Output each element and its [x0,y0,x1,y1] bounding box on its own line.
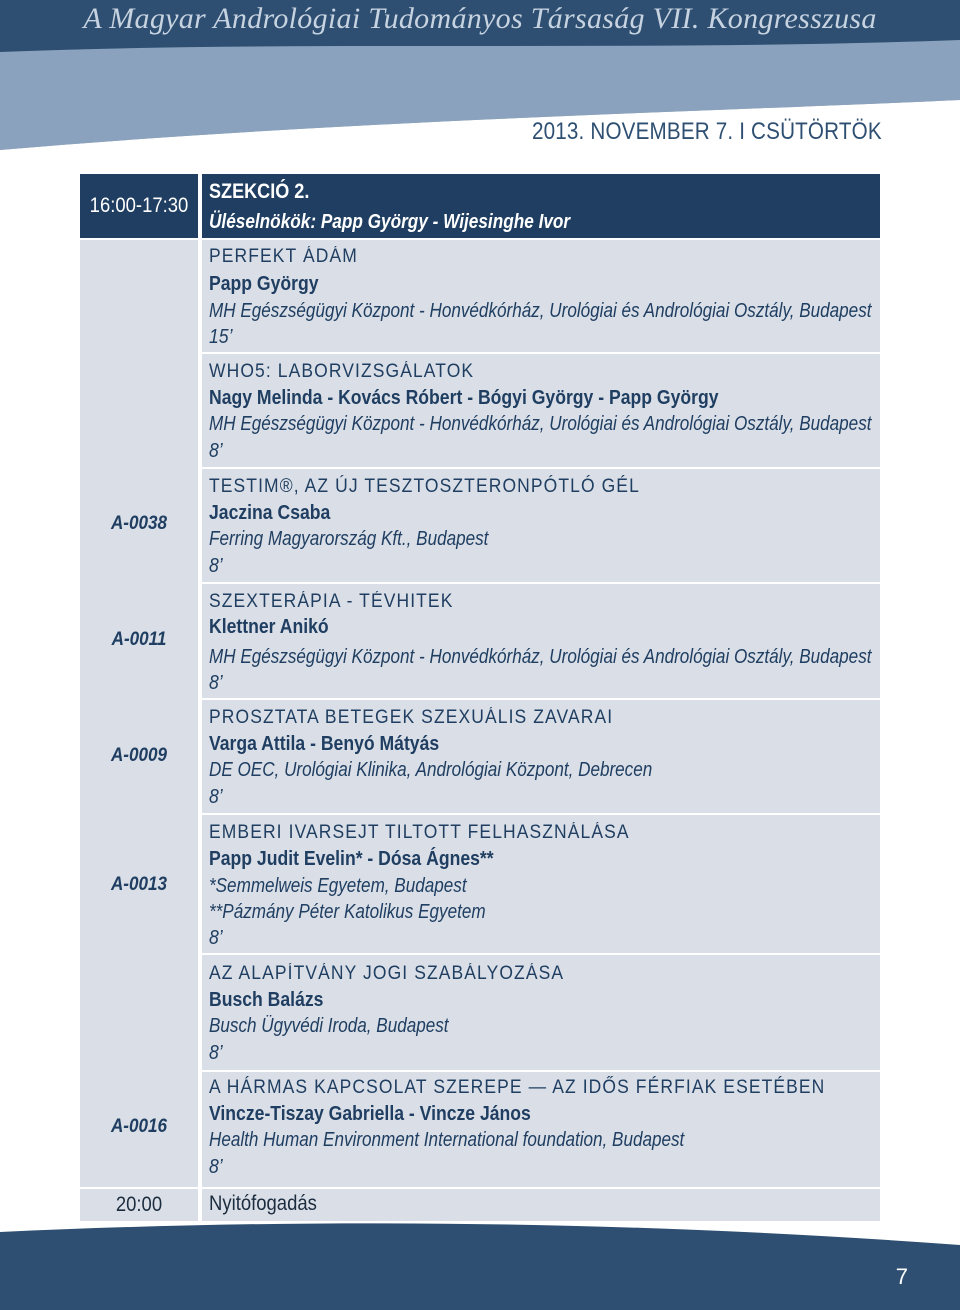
page-number: 7 [895,1264,908,1289]
talk-block [202,700,880,813]
talk-block [202,354,880,467]
talk-title: SZEXTERÁPIA - TÉVHITEK [209,591,454,612]
talk-affiliation: Busch Ügyvédi Iroda, Budapest [209,1015,449,1037]
abstract-code: A-0011 [111,629,167,650]
talk-duration: 8’ [209,1156,223,1178]
reception-time-cell [80,1189,198,1221]
talk-authors: Jaczina Csaba [209,502,331,524]
session-header [202,174,880,238]
talk-title: A HÁRMAS KAPCSOLAT SZEREPE — AZ IDŐS FÉRFIAK ESETÉBEN [209,1077,826,1098]
talk-duration: 8’ [209,672,223,694]
session-time-cell [80,174,198,238]
talk-affiliation: MH Egészségügyi Központ - Honvédkórház, Urológiai és Andrológiai Osztály, Budapest [209,646,872,668]
abstract-code: A-0013 [110,874,168,895]
abstract-code: A-0038 [110,513,168,534]
talk-block [202,584,880,698]
talk-affiliation: Health Human Environment International foundation, Budapest [209,1129,685,1151]
talk-title: WHO5: LABORVIZSGÁLATOK [209,361,475,382]
talk-authors: Vincze-Tiszay Gabriella - Vincze János [209,1103,531,1125]
talk-block [202,469,880,582]
talk-affiliation: **Pázmány Péter Katolikus Egyetem [209,901,486,923]
talk-authors: Varga Attila - Benyó Mátyás [209,733,440,755]
reception-row [202,1189,880,1221]
talk-authors: Papp Judit Evelin* - Dósa Ágnes** [209,848,494,870]
talk-title: PERFEKT ÁDÁM [209,246,358,267]
codes-cell [80,240,198,1187]
talk-authors: Nagy Melinda - Kovács Róbert - Bógyi György - Papp György [209,387,719,409]
talk-block [202,240,880,352]
abstract-code: A-0009 [110,745,168,766]
talk-affiliation: *Semmelweis Egyetem, Budapest [209,875,467,897]
talk-affiliation: DE OEC, Urológiai Klinika, Andrológiai Központ, Debrecen [209,759,653,781]
talk-duration: 15’ [209,326,233,348]
talk-affiliation: MH Egészségügyi Központ - Honvédkórház, Urológiai és Andrológiai Osztály, Budapest [209,300,872,322]
talk-affiliation: MH Egészségügyi Központ - Honvédkórház, Urológiai és Andrológiai Osztály, Budapest [209,413,872,435]
talk-affiliation: Ferring Magyarország Kft., Budapest [209,528,489,550]
talk-duration: 8’ [209,927,223,949]
session-title: SZEKCIÓ 2. [209,180,310,203]
talk-authors: Klettner Anikó [209,616,329,638]
talk-authors: Busch Balázs [209,989,324,1011]
talk-duration: 8’ [209,786,223,808]
talk-authors: Papp György [209,273,319,295]
talk-title: AZ ALAPÍTVÁNY JOGI SZABÁLYOZÁSA [209,963,565,984]
session-chairs: Üléselnökök: Papp György - Wijesinghe Ivor [209,211,571,233]
talk-title: EMBERI IVARSEJT TILTOTT FELHASZNÁLÁSA [209,822,630,843]
date-label: 2013. NOVEMBER 7. I CSÜTÖRTÖK [532,118,882,145]
talk-title: TESTIM®, AZ ÚJ TESZTOSZTERONPÓTLÓ GÉL [209,476,640,497]
reception-time: 20:00 [115,1193,163,1216]
talk-title: PROSZTATA BETEGEK SZEXUÁLIS ZAVARAI [209,707,614,728]
talk-block [202,955,880,1070]
session-time: 16:00-17:30 [89,194,189,217]
congress-title: A Magyar Andrológiai Tudományos Társaság VII. Kongresszusa [83,2,877,35]
talk-block [202,1072,880,1187]
reception-label: Nyitófogadás [209,1192,317,1215]
abstract-code: A-0016 [110,1116,168,1137]
talk-duration: 8’ [209,555,223,577]
talk-duration: 8’ [209,440,223,462]
talk-duration: 8’ [209,1042,223,1064]
talk-block [202,815,880,953]
